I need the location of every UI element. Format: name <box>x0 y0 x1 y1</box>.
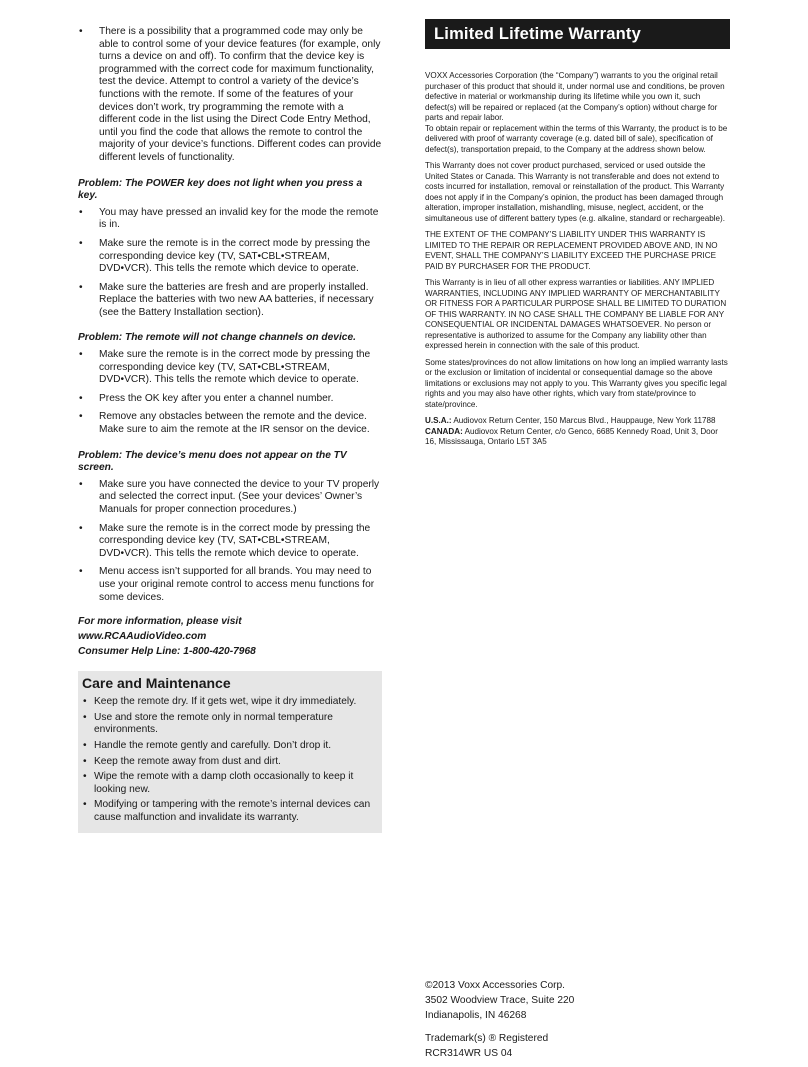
intro-bullet-list <box>78 26 383 165</box>
warranty-paragraph: Some states/provinces do not allow limitations on how long an implied warranty lasts or the exclusion or limitation of incidental or consequential damage so the above limitations or exclusions may not apply to you. This Warranty gives you specific legal rights and you may also have other rights, which vary from state/province to state/province. <box>425 357 728 409</box>
care-list <box>82 696 382 824</box>
more-info-block <box>78 614 383 659</box>
troubleshooting-column <box>78 26 383 833</box>
help-line: Consumer Help Line: 1-800-420-7968 <box>78 646 256 658</box>
canada-label: CANADA: <box>425 426 463 436</box>
copyright: ©2013 Voxx Accessories Corp. <box>425 980 566 991</box>
warranty-paragraph: To obtain repair or replacement within the terms of this Warranty, the product is to be delivered with proof of warranty coverage (e.g. dated bill of sale), specification of defect(s), transportation prepaid, to the Company at the address shown below. <box>425 123 728 154</box>
list-item: • Use and store the remote only in normal temperature environments. <box>82 712 382 737</box>
list-item: • Modifying or tampering with the remote’s internal devices can cause malfunction and invalidate its warranty. <box>82 799 382 824</box>
canada-address <box>425 427 730 448</box>
warranty-paragraph: This Warranty is in lieu of all other express warranties or liabilities. ANY IMPLIED WARRANTIES, INCLUDING ANY IMPLIED WARRANTY OF MERCHANTABILITY OR FITNESS FOR A PARTICULAR PURPOSE SHALL BE LIMITED TO DURATION OF THIS WARRANTY. IN NO CASE SHALL THE COMPANY BE LIABLE FOR ANY CONSEQUENTIAL OR INCIDENTAL DAMAGES WHATSOEVER. No person or representative is authorized to assume for the Company any liability other than expressed herein in connection with the sale of this product. <box>425 278 727 350</box>
model-code: RCR314WR US 04 <box>425 1048 513 1059</box>
problem-heading-menu: Problem: The device’s menu does not appear on the TV screen. <box>78 449 347 474</box>
problem-menu-list <box>78 479 383 604</box>
usa-address <box>425 416 730 427</box>
list-item: • Wipe the remote with a damp cloth occasionally to keep it looking new. <box>82 771 382 796</box>
list-item: • Make sure the remote is in the correct mode by pressing the corresponding device key (TV, SAT•CBL•STREAM, DVD•VCR). This tells the remote which device to operate. <box>78 349 383 387</box>
address-line-2: Indianapolis, IN 46268 <box>425 1010 527 1021</box>
list-item: • Keep the remote away from dust and dirt. <box>82 756 382 769</box>
address-line-1: 3502 Woodview Trace, Suite 220 <box>425 995 575 1006</box>
warranty-paragraph: This Warranty does not cover product purchased, serviced or used outside the United States or Canada. This Warranty is not transferable and does not extend to costs incurred for installation, removal or reinstallation of the product. This Warranty does not apply if in the Company’s opinion, the product has been damaged through alteration, improper installation, mishandling, misuse, neglect, accident, or the simultaneous use of different battery types (e.g. alkaline, standard or rechargeable). <box>425 161 725 223</box>
list-item: • Menu access isn’t supported for all brands. You may need to use your original remote control to access menu functions for some devices. <box>78 566 383 604</box>
list-item: • Handle the remote gently and carefully. Don’t drop it. <box>82 740 382 753</box>
warranty-title: Limited Lifetime Warranty <box>425 19 730 49</box>
website-link[interactable]: www.RCAAudioVideo.com <box>78 631 207 643</box>
warranty-paragraph: THE EXTENT OF THE COMPANY’S LIABILITY UNDER THIS WARRANTY IS LIMITED TO THE REPAIR OR REPLACEMENT PROVIDED ABOVE AND, IN NO EVENT, SHALL THE COMPANY’S LIABILITY EXCEED THE PURCHASE PRICE PAID BY PURCHASER FOR THE PRODUCT. <box>425 230 718 271</box>
care-title: Care and Maintenance <box>82 675 231 692</box>
list-item: • Press the OK key after you enter a channel number. <box>78 393 383 406</box>
usa-address-text: Audiovox Return Center, 150 Marcus Blvd., Hauppauge, New York 11788 <box>453 416 716 425</box>
warranty-column <box>425 19 730 454</box>
list-item: • Make sure the remote is in the correct mode by pressing the corresponding device key (TV, SAT•CBL•STREAM, DVD•VCR). This tells the remote which device to operate. <box>78 238 383 276</box>
list-item: • Remove any obstacles between the remote and the device. Make sure to aim the remote at the IR sensor on the device. <box>78 411 383 436</box>
problem-heading-power: Problem: The POWER key does not light when you press a key. <box>78 177 363 202</box>
problem-heading-channels: Problem: The remote will not change channels on device. <box>78 332 356 344</box>
list-item: • Keep the remote dry. If it gets wet, wipe it dry immediately. <box>82 696 382 709</box>
list-item: • Make sure the remote is in the correct mode by pressing the corresponding device key (TV, SAT•CBL•STREAM, DVD•VCR). This tells the remote which device to operate. <box>78 523 383 561</box>
warranty-paragraph: VOXX Accessories Corporation (the “Company”) warrants to you the original retail purchaser of this product that should it, under normal use and conditions, be proven defective in material or workmanship during its lifetime while you own it, such defect(s) will be repaired or replaced (at the Company’s option) without charge for parts and repair labor. <box>425 71 725 122</box>
list-item: • You may have pressed an invalid key for the mode the remote is in. <box>78 207 383 232</box>
problem-channels-list <box>78 349 383 437</box>
list-item: • There is a possibility that a programmed code may only be able to control some of your device features (for example, only turns a device on and off). To confirm that the device key is programmed with the correct code for maximum functionality, test the device. Attempt to control a variety of the device’s functions with the remote. If some of the features of your devices don’t work, try programming the remote with a different code in the list using the Direct Code Entry Method, until you find the code that allows the remote to control the majority of your device’s functions. Different codes can provide different levels of functionality. <box>78 26 383 165</box>
canada-address-text: Audiovox Return Center, c/o Genco, 6685 Kennedy Road, Unit 3, Door 16, Mississauga, Ontario L5T 3A5 <box>425 426 718 446</box>
care-maintenance-box <box>78 671 382 832</box>
footer <box>425 978 730 1061</box>
problem-power-list <box>78 207 383 320</box>
list-item: • Make sure you have connected the device to your TV properly and selected the correct input. (See your devices’ Owner’s Manuals for proper connection procedures.) <box>78 479 383 517</box>
list-item: • Make sure the batteries are fresh and are properly installed. Replace the batteries with two new AA batteries, if necessary (see the Battery Installation section). <box>78 282 383 320</box>
trademark: Trademark(s) ® Registered <box>425 1033 549 1044</box>
usa-label: U.S.A.: <box>425 416 452 425</box>
more-info-text: For more information, please visit <box>78 616 242 628</box>
